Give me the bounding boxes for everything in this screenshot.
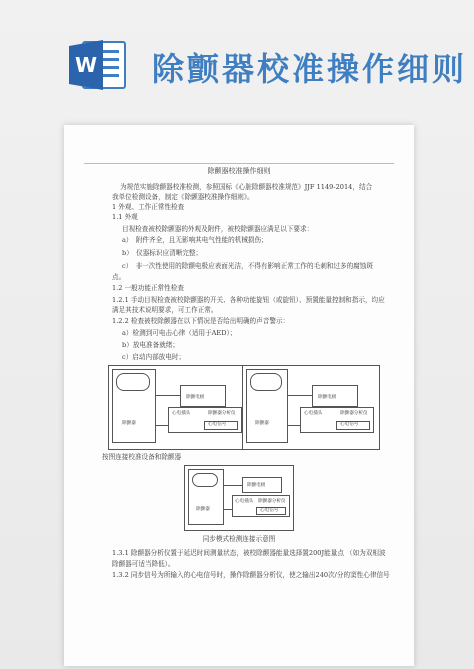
section-1-2-2-c: c）启动内部放电时； [122,353,186,361]
ecg-plug-label: 心电插头 [304,411,323,416]
defibrillator-label: 除颤器 [122,421,136,426]
section-1-1-heading: 1.1 外观 [112,213,138,221]
ecg-signal-label: 心电信号 [340,422,359,427]
item-c: c） 非一次性使用的除颤电极应表面光洁，不得有影响正常工作的毛刺和过多的腐蚀斑 [122,262,373,270]
wire [224,485,242,486]
wire [288,395,312,396]
section-1-2-2-a: a）检测到可电击心律（适用于AED）； [122,329,237,337]
defibrillator-label: 除颤器 [255,421,269,426]
electrode-label: 除颤电极 [318,395,337,400]
defibrillator-screen [192,473,218,487]
intro-line-2: 我单位检测设备，制定《除颤器校准操作细则》。 [112,193,254,201]
section-1-3-2: 1.3.2 同步信号为所输入的心电信号时，操作除颤器分析仪，使之输出240次/分的窦性心律信号 [112,571,390,579]
wire [224,509,232,510]
analyzer-label: 除颤器分析仪 [340,411,368,416]
section-1-2-heading: 1.2 一般功能正常性检查 [112,284,184,292]
section-1-2-1-line-2: 满足其技术说明要求，可工作正常。 [112,306,218,314]
section-1-2-1-line-1: 1.2.1 手动目视检查被校除颤器的开关、各种功能旋钮（或旋钮）、预置能量控制和指示，均应 [112,296,385,304]
wire [156,395,180,396]
header-rule [84,163,394,164]
section-1-3-1-line-1: 1.3.1 除颤器分析仪置于延迟时间测量状态，被校除颤器能量选择置200J能量点 （如为双相波 [112,549,386,557]
section-1-2-2-b: b）放电准备就绪； [122,341,179,349]
electrode-label: 除颤电极 [247,483,266,488]
ecg-signal-label: 心电信号 [260,508,279,513]
word-logo-letter: W [74,53,98,77]
item-b: b） 仪器标识应清晰完整； [122,249,203,257]
header-banner [0,0,474,118]
document-page [64,125,414,666]
electrode-label: 除颤电极 [186,395,205,400]
defibrillator-screen [116,373,150,391]
section-1-1-para: 目视检查被校除颤器的外观及附件，被校除颤器应满足以下要求： [122,225,314,233]
figure-2-caption: 同步模式检测连接示意图 [202,535,276,543]
page-title: 除颤器校准操作细则 [152,50,468,88]
section-1-2-2: 1.2.2 检查被校除颤器在以下情况是否给出明确的声音警示： [112,317,290,325]
intro-line-1: 为规范实施除颤器校准检测，参照国标《心脏除颤器校准规范》JJF 1149-2014，结合 [120,183,373,191]
figure-1-caption: 按图连接校准设备和除颤器 [102,453,182,461]
item-a: a） 附件齐全，且无影响其电气性能的机械损伤； [122,236,268,244]
document-title: 除颤器校准操作细则 [207,167,271,175]
wire [156,425,168,426]
defibrillator-label: 除颤器 [196,507,210,512]
ecg-plug-label: 心电插头 [235,499,254,504]
word-document-icon [69,38,127,92]
wire [288,425,300,426]
section-1-heading: 1 外观、工作正常性检查 [112,203,185,211]
section-1-3-1-line-2: 除颤器可适当降低）。 [112,560,175,568]
analyzer-label: 除颤器分析仪 [258,499,286,504]
ecg-signal-label: 心电信号 [208,422,227,427]
ecg-plug-label: 心电插头 [172,411,191,416]
defibrillator-screen [250,373,282,391]
item-c-cont: 点。 [112,273,126,281]
analyzer-label: 除颤器分析仪 [208,411,236,416]
